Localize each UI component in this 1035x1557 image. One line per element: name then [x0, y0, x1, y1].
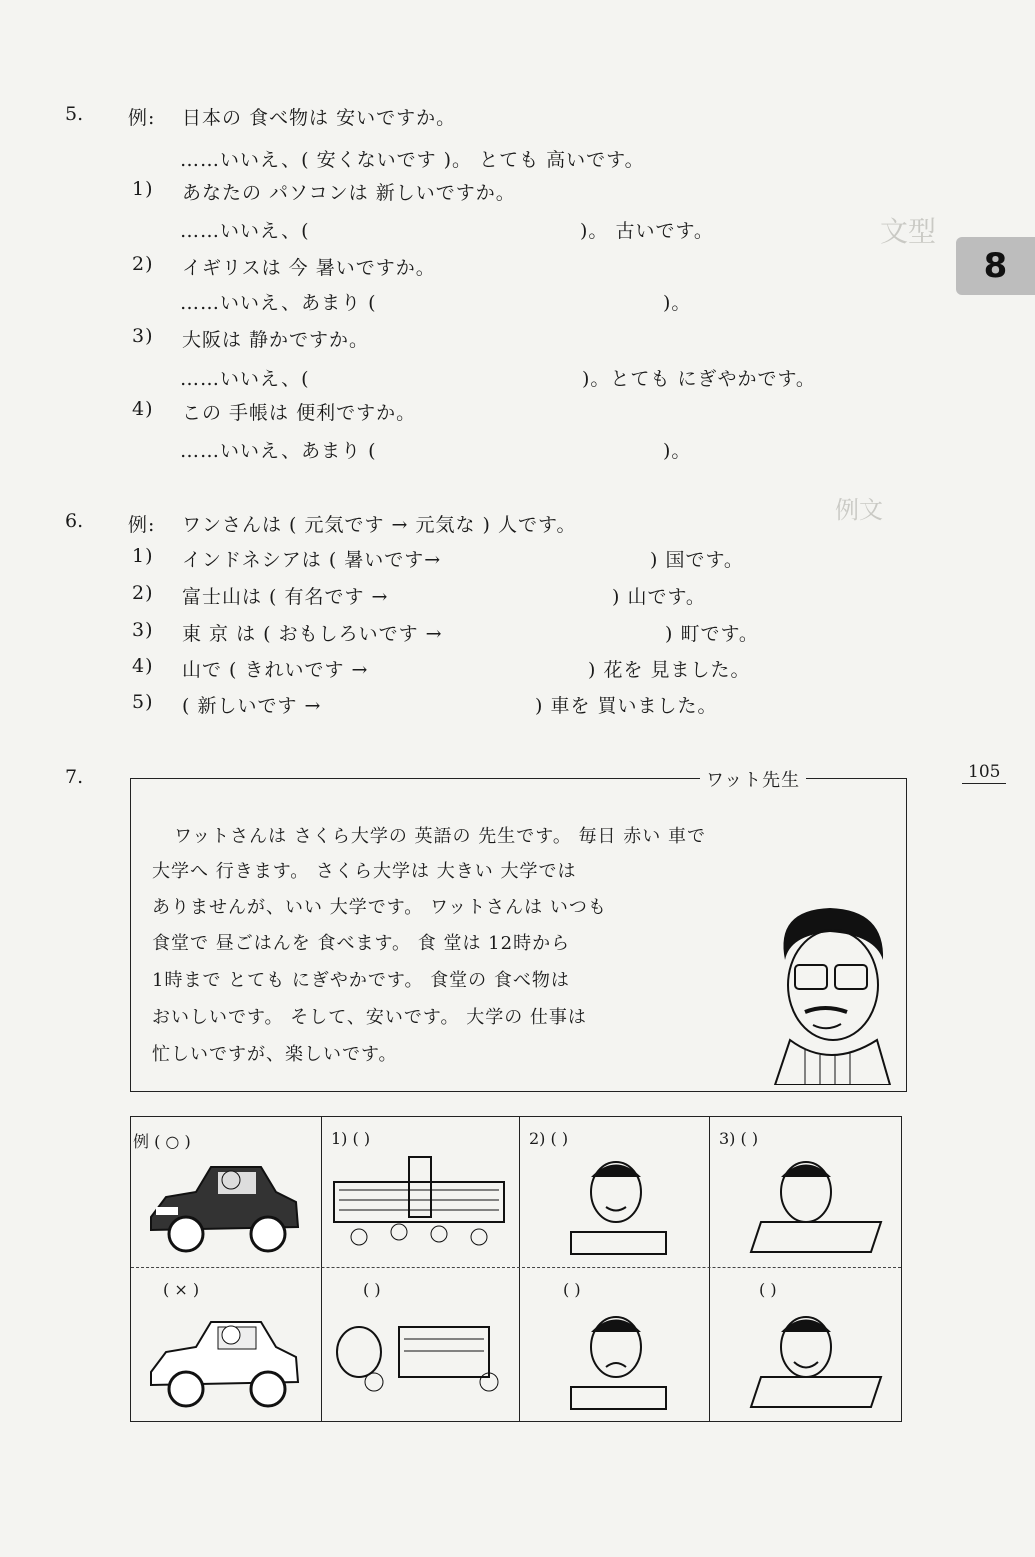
passage-line-4: 食堂で 昼ごはんを 食べます。 食 堂は 12時から — [152, 933, 571, 954]
s6-item-4-text: 山で ( きれいです → — [182, 659, 369, 681]
teacher-portrait-illustration — [765, 900, 895, 1085]
bleed-through-text: 例文 — [835, 496, 883, 524]
section-6-example-label: 例: — [128, 514, 156, 536]
small-university-illustration — [329, 1307, 511, 1417]
s6-item-1-number: 1) — [132, 545, 154, 567]
s6-item-1-end: ) 国です。 — [650, 549, 744, 571]
s5-item-2-question: イギリスは 今 暑いですか。 — [182, 257, 436, 279]
s5-item-1-question: あなたの パソコンは 新しいですか。 — [182, 182, 516, 204]
passage-line-3: ありませんが、いい 大学です。 ワットさんは いつも — [152, 897, 607, 918]
s6-item-4-number: 4) — [132, 655, 154, 677]
grid-dashed-divider — [131, 1267, 901, 1268]
passage-line-7: 忙しいですが、楽しいです。 — [152, 1044, 398, 1065]
chapter-tab — [956, 237, 1035, 295]
section-6-number: 6. — [65, 510, 84, 532]
s6-item-5-text: ( 新しいです → — [182, 695, 322, 717]
passage-line-2: 大学へ 行きます。 さくら大学は 大きい 大学では — [152, 861, 577, 882]
cell-label-example-top: 例 ( ○ ) — [133, 1132, 191, 1151]
s5-item-2-number: 2) — [132, 253, 154, 275]
car-illustration — [146, 1307, 306, 1417]
eating-unhappy-illustration — [541, 1307, 691, 1417]
s5-item-4-answer-end: )。 — [663, 440, 692, 462]
s6-item-1-text: インドネシアは ( 暑いです→ — [182, 549, 442, 571]
s5-item-4-number: 4) — [132, 398, 154, 420]
bleed-through-text: 文型 — [880, 215, 937, 248]
s6-item-5-number: 5) — [132, 691, 154, 713]
s5-item-3-answer-end: )。とても にぎやかです。 — [582, 368, 816, 390]
s6-item-5-end: ) 車を 買いました。 — [535, 695, 718, 717]
s5-item-1-answer-end: )。 古いです。 — [580, 220, 714, 242]
cell-label-example-bottom: ( × ) — [163, 1280, 200, 1299]
cell-label-3-top: 3) ( ) — [719, 1129, 759, 1148]
s6-item-2-number: 2) — [132, 582, 154, 604]
s5-item-2-answer: ……いいえ、あまり ( — [180, 292, 377, 314]
passage-line-5: 1時まで とても にぎやかです。 食堂の 食べ物は — [152, 970, 570, 991]
section-5-example-question: 日本の 食べ物は 安いですか。 — [182, 107, 457, 129]
s5-item-4-answer: ……いいえ、あまり ( — [180, 440, 377, 462]
cell-label-2-bottom: ( ) — [563, 1280, 581, 1299]
s5-item-1-answer: ……いいえ、( — [180, 220, 310, 242]
working-happy-illustration — [731, 1307, 891, 1417]
cell-label-2-top: 2) ( ) — [529, 1129, 569, 1148]
s6-item-2-text: 富士山は ( 有名です → — [182, 586, 389, 608]
eating-happy-illustration — [541, 1152, 691, 1262]
section-7-number: 7. — [65, 766, 84, 788]
cell-label-1-bottom: ( ) — [363, 1280, 381, 1299]
picture-choice-grid — [130, 1116, 902, 1422]
working-busy-illustration — [731, 1152, 891, 1262]
section-5-example-answer: ……いいえ、( 安くないです )。 とても 高いです。 — [180, 149, 645, 171]
s5-item-4-question: この 手帳は 便利ですか。 — [182, 402, 417, 424]
page-number: 105 — [962, 762, 1006, 784]
reading-passage-title: ワット先生 — [700, 766, 806, 792]
cell-label-3-bottom: ( ) — [759, 1280, 777, 1299]
section-6-example-text: ワンさんは ( 元気です → 元気な ) 人です。 — [182, 514, 577, 536]
s6-item-3-end: ) 町です。 — [665, 623, 759, 645]
car-illustration — [146, 1152, 306, 1262]
s5-item-1-number: 1) — [132, 178, 154, 200]
s5-item-3-question: 大阪は 静かですか。 — [182, 329, 370, 351]
s6-item-2-end: ) 山です。 — [612, 586, 706, 608]
passage-line-6: おいしいです。 そして、安いです。 大学の 仕事は — [152, 1007, 587, 1028]
chapter-number: 8 — [983, 246, 1008, 286]
big-university-illustration — [329, 1152, 511, 1262]
s6-item-4-end: ) 花を 見ました。 — [588, 659, 751, 681]
s6-item-3-number: 3) — [132, 619, 154, 641]
s5-item-2-answer-end: )。 — [663, 292, 692, 314]
passage-line-1: ワットさんは さくら大学の 英語の 先生です。 毎日 赤い 車で — [174, 826, 706, 847]
s5-item-3-number: 3) — [132, 325, 154, 347]
s5-item-3-answer: ……いいえ、( — [180, 368, 310, 390]
s6-item-3-text: 東 京 は ( おもしろいです → — [182, 623, 443, 645]
section-5-number: 5. — [65, 103, 84, 125]
section-5-example-label: 例: — [128, 107, 156, 129]
cell-label-1-top: 1) ( ) — [331, 1129, 371, 1148]
